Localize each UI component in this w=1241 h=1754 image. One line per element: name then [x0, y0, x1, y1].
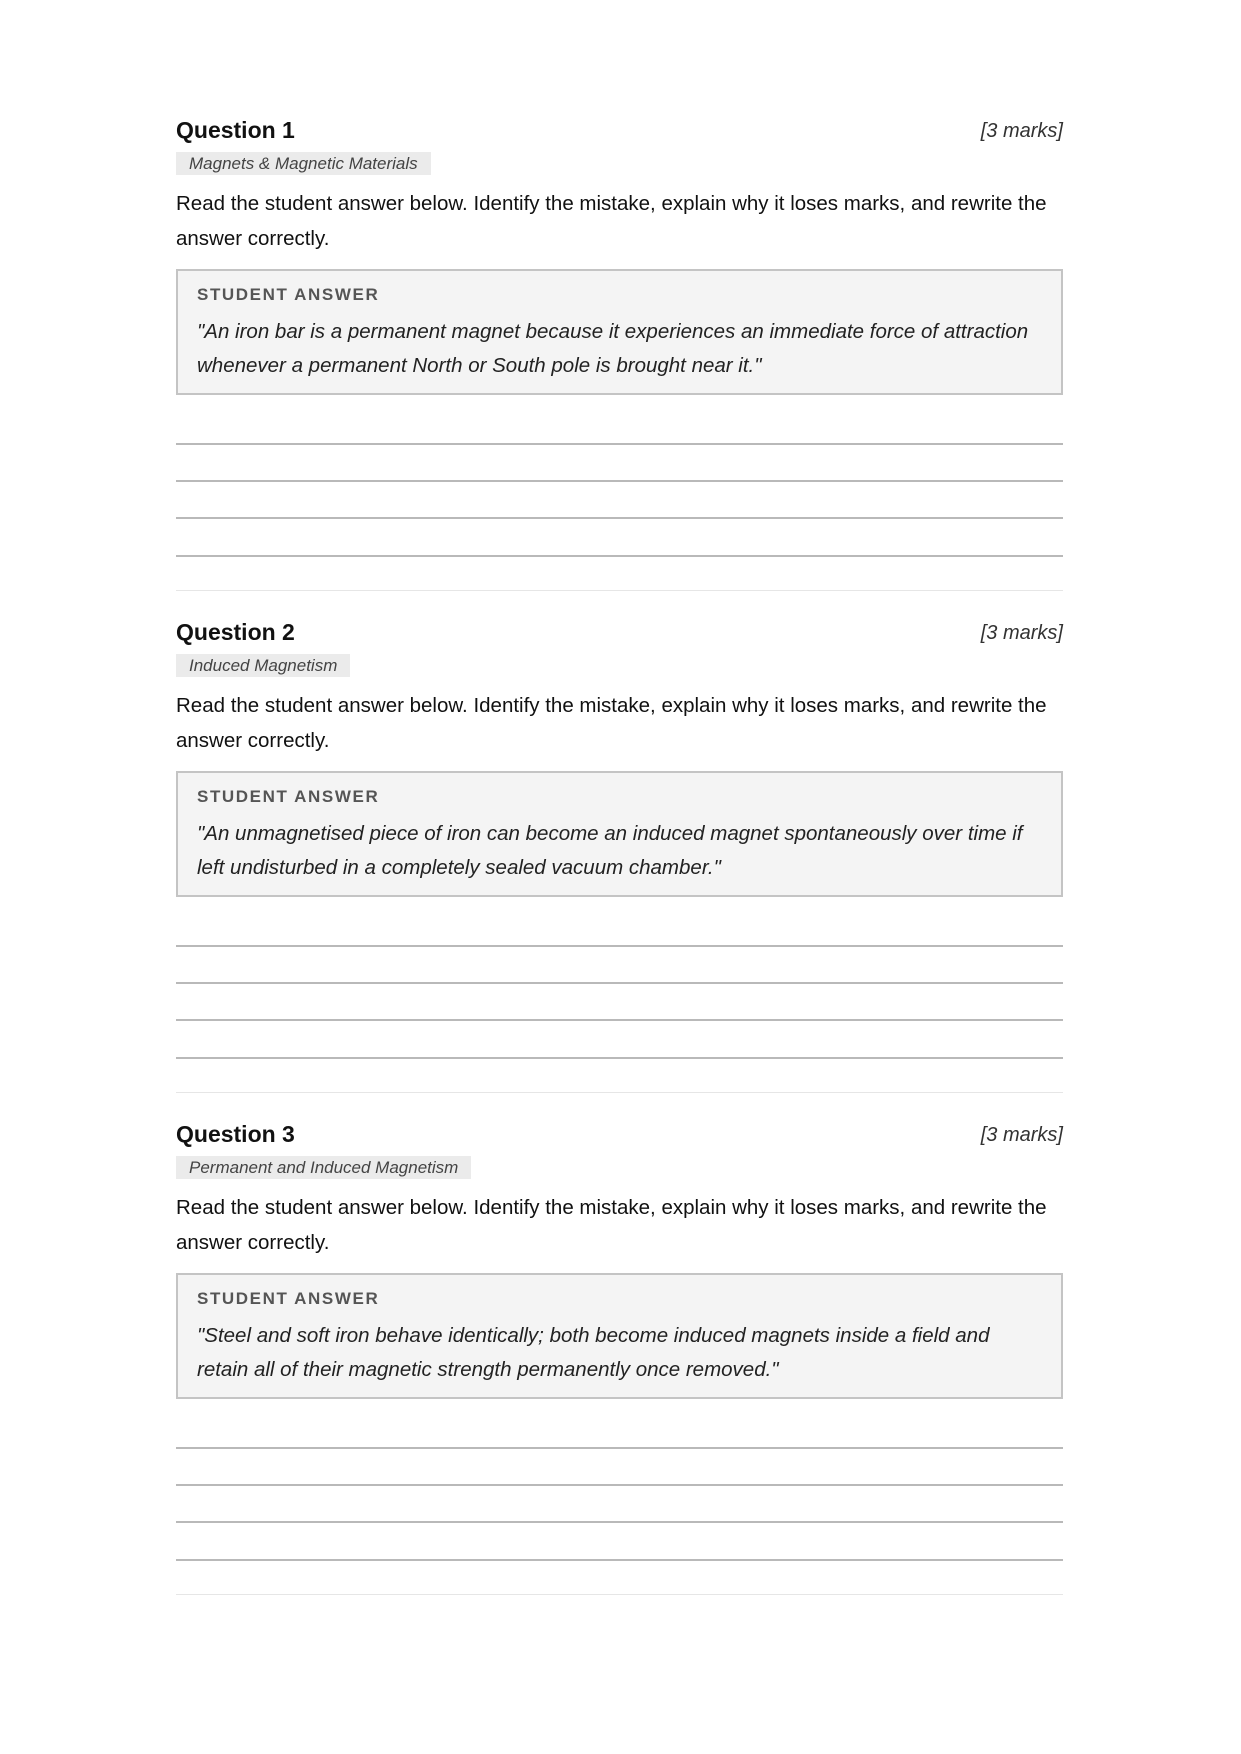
question-1 — [176, 116, 1063, 595]
question-2 — [176, 618, 1063, 1097]
student-answer-box — [176, 1273, 1063, 1399]
answer-line-3[interactable] — [176, 1019, 1063, 1021]
question-header — [176, 618, 1063, 646]
question-title: Question 1 — [176, 117, 295, 143]
question-marks: [3 marks] — [980, 1124, 1063, 1146]
student-answer-text: "An iron bar is a permanent magnet because it experiences an immediate force of attraction whenever a permanent North or South pole is brought near it." — [197, 320, 1029, 377]
question-prompt: Read the student answer below. Identify the mistake, explain why it loses marks, and rewrite the answer correctly. — [176, 192, 1047, 250]
question-divider — [176, 1594, 1063, 1595]
student-answer-text: "An unmagnetised piece of iron can become an induced magnet spontaneously over time if left undisturbed in a completely sealed vacuum chamber." — [197, 822, 1023, 879]
question-prompt: Read the student answer below. Identify the mistake, explain why it loses marks, and rewrite the answer correctly. — [176, 694, 1047, 752]
answer-line-3[interactable] — [176, 1521, 1063, 1523]
question-divider — [176, 590, 1063, 591]
student-answer-box — [176, 269, 1063, 395]
answer-lines — [176, 1399, 1063, 1599]
question-3 — [176, 1120, 1063, 1599]
topic-tag: Induced Magnetism — [176, 654, 350, 677]
answer-lines — [176, 897, 1063, 1097]
student-answer-label: STUDENT ANSWER — [197, 285, 380, 304]
answer-line-3[interactable] — [176, 517, 1063, 519]
answer-line-4[interactable] — [176, 1559, 1063, 1561]
student-answer-box — [176, 771, 1063, 897]
topic-tag: Permanent and Induced Magnetism — [176, 1156, 471, 1179]
question-title: Question 3 — [176, 1121, 295, 1147]
question-header — [176, 1120, 1063, 1148]
answer-line-1[interactable] — [176, 1447, 1063, 1449]
answer-line-4[interactable] — [176, 1057, 1063, 1059]
student-answer-text: "Steel and soft iron behave identically; both become induced magnets inside a field and retain all of their magnetic strength permanently once removed." — [197, 1324, 990, 1381]
answer-line-1[interactable] — [176, 945, 1063, 947]
question-prompt: Read the student answer below. Identify the mistake, explain why it loses marks, and rewrite the answer correctly. — [176, 1196, 1047, 1254]
student-answer-label: STUDENT ANSWER — [197, 787, 380, 806]
topic-tag: Magnets & Magnetic Materials — [176, 152, 431, 175]
question-marks: [3 marks] — [980, 120, 1063, 142]
answer-line-2[interactable] — [176, 1484, 1063, 1486]
answer-line-2[interactable] — [176, 480, 1063, 482]
answer-line-4[interactable] — [176, 555, 1063, 557]
question-divider — [176, 1092, 1063, 1093]
answer-line-2[interactable] — [176, 982, 1063, 984]
question-title: Question 2 — [176, 619, 295, 645]
question-header — [176, 116, 1063, 144]
question-marks: [3 marks] — [980, 622, 1063, 644]
answer-line-1[interactable] — [176, 443, 1063, 445]
answer-lines — [176, 395, 1063, 595]
student-answer-label: STUDENT ANSWER — [197, 1289, 380, 1308]
